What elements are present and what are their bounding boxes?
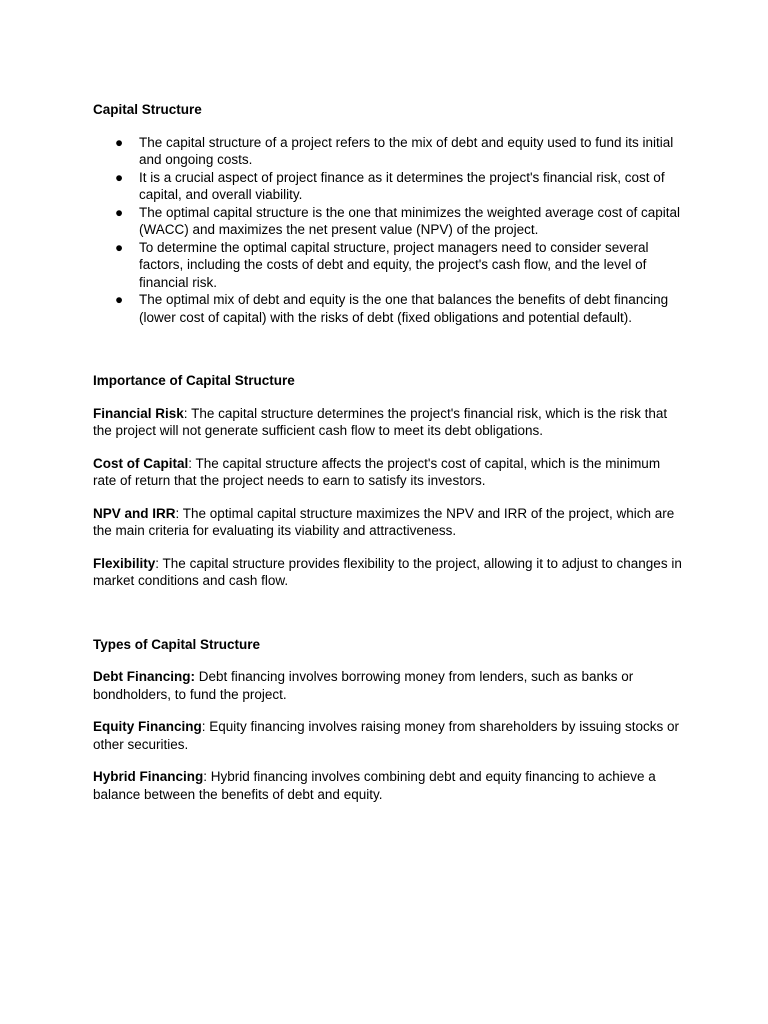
importance-paragraph: NPV and IRR: The optimal capital structure maximizes the NPV and IRR of the project, which are the main criteria for evaluating its viability and attractiveness.	[93, 505, 675, 538]
term-label: NPV and IRR	[93, 505, 176, 521]
bullet-item: ● The optimal capital structure is the one that minimizes the weighted average cost of capital (WACC) and maximizes the net present value (NPV) of the project.	[115, 204, 681, 237]
term-label: Hybrid Financing	[93, 769, 204, 784]
types-paragraph: Debt Financing: Debt financing involves borrowing money from lenders, such as banks or bondholders, to fund the project.	[93, 669, 634, 702]
types-paragraph: Hybrid Financing: Hybrid financing involves combining debt and equity financing to achieve a balance between the benefits of debt and equity.	[93, 769, 656, 802]
types-paragraph: Equity Financing: Equity financing involves raising money from shareholders by issuing stocks or other securities.	[93, 719, 680, 752]
bullet-item: ● To determine the optimal capital structure, project managers need to consider several factors, including the costs of debt and equity, the project's cash flow, and the level of financial risk.	[115, 239, 649, 290]
importance-paragraph: Cost of Capital: The capital structure affects the project's cost of capital, which is the minimum rate of return that the project needs to earn to satisfy its investors.	[93, 455, 661, 488]
bullet-icon: ●	[115, 239, 124, 255]
term-label: Equity Financing	[93, 719, 202, 734]
bullet-icon: ●	[115, 204, 124, 220]
section-title-capital-structure: Capital Structure	[93, 102, 202, 117]
term-label: Flexibility	[93, 555, 156, 571]
importance-paragraph: Financial Risk: The capital structure determines the project's financial risk, which is the risk that the project will not generate sufficient cash flow to meet its debt obligations.	[93, 405, 668, 438]
bullet-icon: ●	[115, 169, 124, 185]
bullet-item: ● The optimal mix of debt and equity is the one that balances the benefits of debt financing (lower cost of capital) with the risks of debt (fixed obligations and potential default).	[115, 292, 669, 325]
section-title-importance: Importance of Capital Structure	[93, 373, 295, 388]
term-label: Financial Risk	[93, 405, 184, 421]
importance-paragraph: Flexibility: The capital structure provides flexibility to the project, allowing it to adjust to changes in market conditions and cash flow.	[93, 555, 682, 588]
term-label: Debt Financing:	[93, 669, 195, 684]
capital-structure-bullet-list	[93, 134, 683, 327]
bullet-item: ● It is a crucial aspect of project finance as it determines the project's financial risk, cost of capital, and overall viability.	[115, 169, 665, 202]
bullet-item: ● The capital structure of a project refers to the mix of debt and equity used to fund its initial and ongoing costs.	[115, 134, 674, 167]
document-content	[93, 101, 683, 803]
bullet-icon: ●	[115, 292, 124, 307]
bullet-icon: ●	[115, 134, 124, 150]
term-label: Cost of Capital	[93, 455, 189, 471]
section-title-types: Types of Capital Structure	[93, 636, 261, 652]
